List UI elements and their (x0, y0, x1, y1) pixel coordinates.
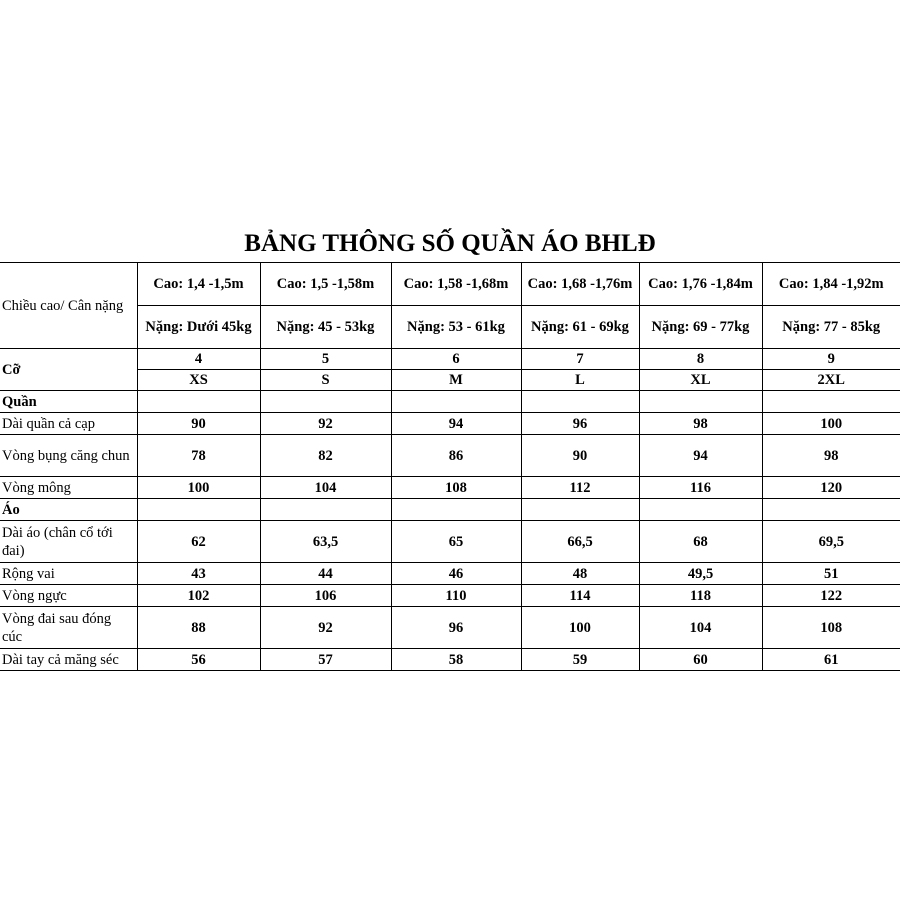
size-letter-cell: S (260, 370, 391, 391)
height-cell: Cao: 1,5 -1,58m (260, 263, 391, 306)
value-cell: 94 (391, 413, 521, 435)
value-cell: 57 (260, 649, 391, 671)
size-letter-cell: XL (639, 370, 762, 391)
table-row (0, 585, 900, 607)
measure-label: Vòng mông (0, 477, 137, 499)
value-cell: 59 (521, 649, 639, 671)
value-cell: 63,5 (260, 521, 391, 563)
value-cell: 88 (137, 607, 260, 649)
value-cell: 56 (137, 649, 260, 671)
value-cell: 122 (762, 585, 900, 607)
value-cell: 96 (521, 413, 639, 435)
value-cell: 94 (639, 435, 762, 477)
measure-label: Vòng bụng căng chun (0, 435, 137, 477)
size-number-cell: 5 (260, 349, 391, 370)
table-row (0, 521, 900, 563)
value-cell: 92 (260, 413, 391, 435)
weight-cell: Nặng: 45 - 53kg (260, 306, 391, 349)
height-row (0, 263, 900, 306)
value-cell: 100 (137, 477, 260, 499)
section-title: Quần (0, 391, 137, 413)
height-cell: Cao: 1,4 -1,5m (137, 263, 260, 306)
height-cell: Cao: 1,76 -1,84m (639, 263, 762, 306)
value-cell: 106 (260, 585, 391, 607)
weight-cell: Nặng: 69 - 77kg (639, 306, 762, 349)
value-cell: 69,5 (762, 521, 900, 563)
size-label: Cỡ (0, 349, 137, 391)
value-cell: 66,5 (521, 521, 639, 563)
value-cell: 60 (639, 649, 762, 671)
value-cell: 100 (521, 607, 639, 649)
value-cell: 62 (137, 521, 260, 563)
size-number-cell: 4 (137, 349, 260, 370)
value-cell: 90 (521, 435, 639, 477)
weight-cell: Nặng: 61 - 69kg (521, 306, 639, 349)
measure-label: Vòng ngực (0, 585, 137, 607)
table-row (0, 477, 900, 499)
section-row-shirt (0, 499, 900, 521)
table-title: BẢNG THÔNG SỐ QUẦN ÁO BHLĐ (244, 230, 656, 257)
size-number-cell: 8 (639, 349, 762, 370)
value-cell: 61 (762, 649, 900, 671)
value-cell: 108 (762, 607, 900, 649)
measure-label: Dài tay cả măng séc (0, 649, 137, 671)
value-cell: 112 (521, 477, 639, 499)
size-number-row (0, 349, 900, 370)
value-cell: 44 (260, 563, 391, 585)
value-cell: 58 (391, 649, 521, 671)
table-row (0, 413, 900, 435)
weight-cell: Nặng: 77 - 85kg (762, 306, 900, 349)
value-cell: 110 (391, 585, 521, 607)
value-cell: 49,5 (639, 563, 762, 585)
value-cell: 98 (762, 435, 900, 477)
size-number-cell: 6 (391, 349, 521, 370)
measure-label: Vòng đai sau đóng cúc (0, 607, 137, 649)
section-title: Áo (0, 499, 137, 521)
value-cell: 65 (391, 521, 521, 563)
value-cell: 100 (762, 413, 900, 435)
size-number-cell: 9 (762, 349, 900, 370)
table-row (0, 435, 900, 477)
size-letter-cell: L (521, 370, 639, 391)
value-cell: 114 (521, 585, 639, 607)
value-cell: 82 (260, 435, 391, 477)
size-letter-cell: XS (137, 370, 260, 391)
table-row (0, 649, 900, 671)
height-cell: Cao: 1,84 -1,92m (762, 263, 900, 306)
value-cell: 118 (639, 585, 762, 607)
value-cell: 104 (260, 477, 391, 499)
value-cell: 96 (391, 607, 521, 649)
section-row-pants (0, 391, 900, 413)
value-cell: 102 (137, 585, 260, 607)
weight-cell: Nặng: Dưới 45kg (137, 306, 260, 349)
value-cell: 120 (762, 477, 900, 499)
weight-cell: Nặng: 53 - 61kg (391, 306, 521, 349)
value-cell: 68 (639, 521, 762, 563)
table-row (0, 607, 900, 649)
measure-label: Rộng vai (0, 563, 137, 585)
value-cell: 90 (137, 413, 260, 435)
size-number-cell: 7 (521, 349, 639, 370)
value-cell: 92 (260, 607, 391, 649)
measure-label: Dài áo (chân cổ tới đai) (0, 521, 137, 563)
value-cell: 104 (639, 607, 762, 649)
value-cell: 46 (391, 563, 521, 585)
table-row (0, 563, 900, 585)
value-cell: 43 (137, 563, 260, 585)
size-letter-cell: 2XL (762, 370, 900, 391)
value-cell: 98 (639, 413, 762, 435)
measure-label: Dài quần cả cạp (0, 413, 137, 435)
value-cell: 48 (521, 563, 639, 585)
value-cell: 116 (639, 477, 762, 499)
height-weight-label: Chiều cao/ Cân nặng (0, 263, 137, 349)
value-cell: 86 (391, 435, 521, 477)
value-cell: 78 (137, 435, 260, 477)
height-cell: Cao: 1,58 -1,68m (391, 263, 521, 306)
value-cell: 51 (762, 563, 900, 585)
size-chart-table (0, 262, 900, 671)
size-letter-cell: M (391, 370, 521, 391)
value-cell: 108 (391, 477, 521, 499)
height-cell: Cao: 1,68 -1,76m (521, 263, 639, 306)
